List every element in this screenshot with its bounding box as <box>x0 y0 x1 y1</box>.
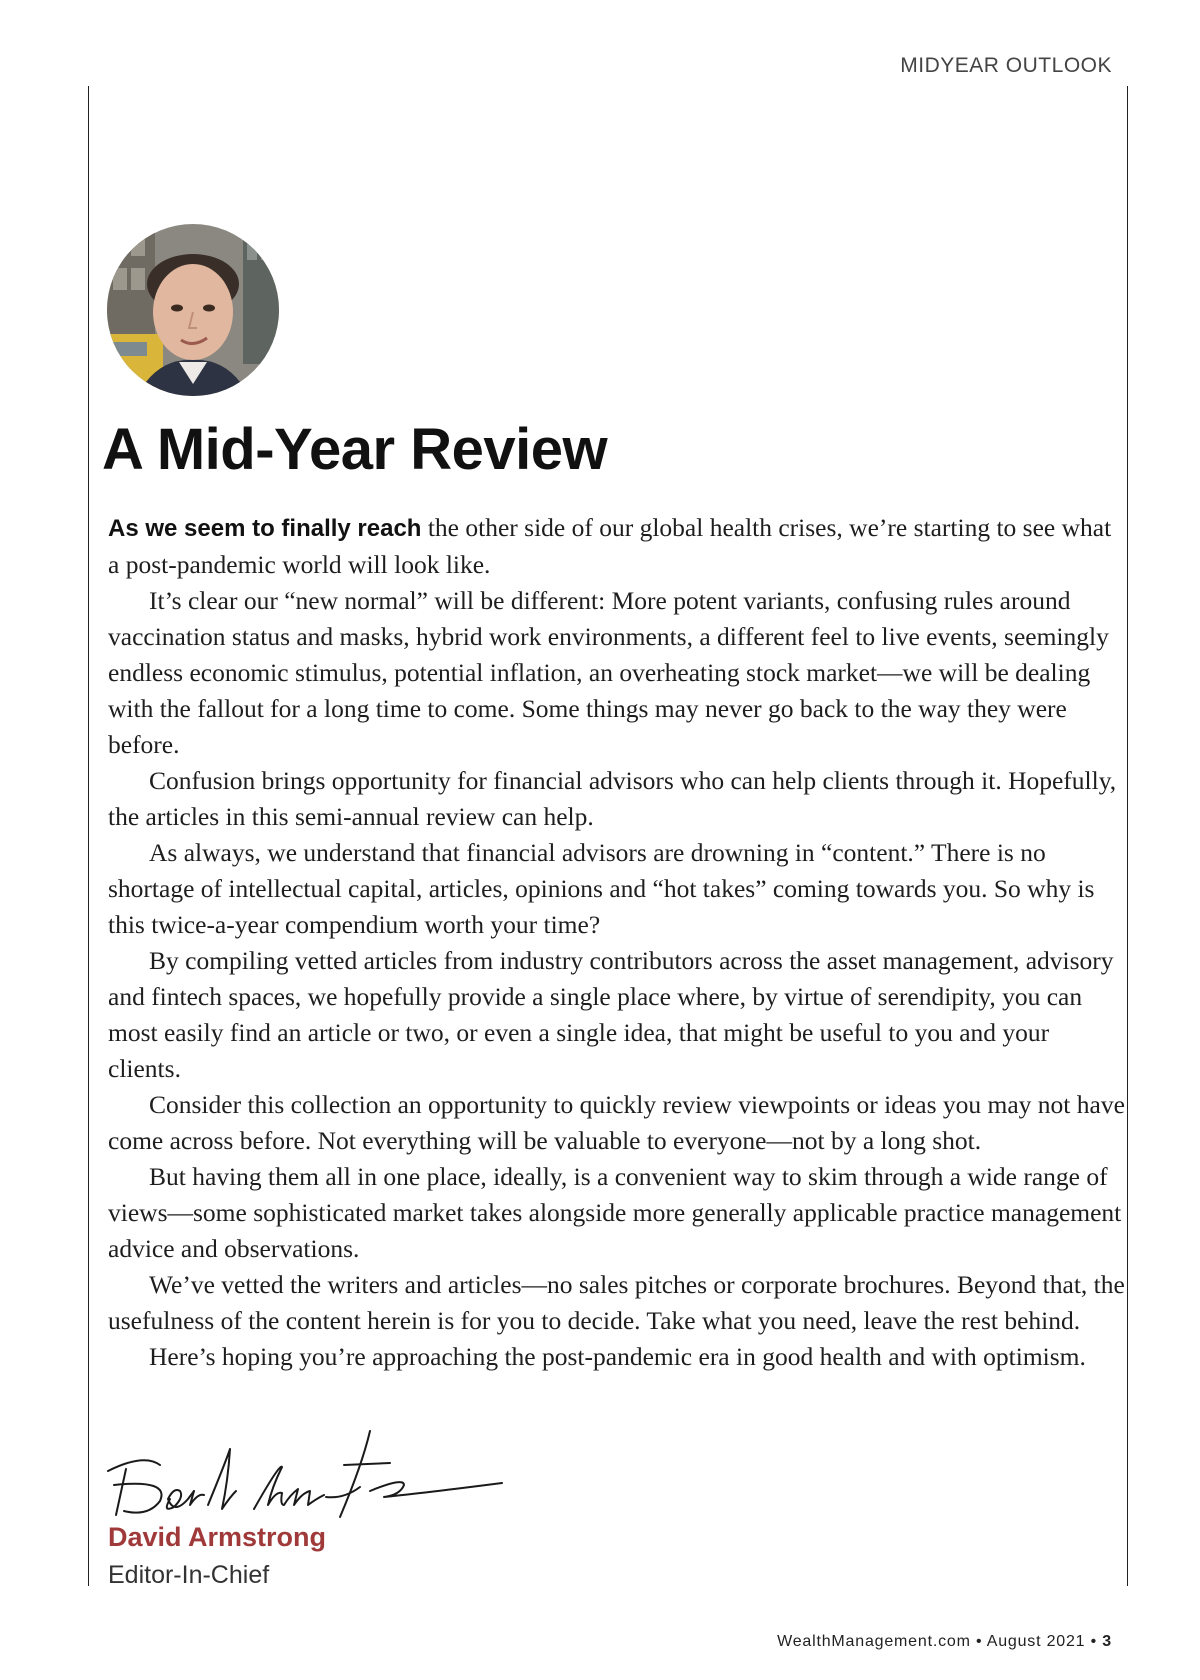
footer-site: WealthManagement.com <box>777 1633 971 1650</box>
left-rule <box>88 86 89 1586</box>
paragraph: Here’s hoping you’re approaching the post-pandemic era in good health and with optimism. <box>149 1342 1086 1371</box>
paragraph <box>108 510 1128 583</box>
section-label: MIDYEAR OUTLOOK <box>900 54 1112 77</box>
paragraph: As always, we understand that financial advisors are drowning in “content.” There is no shortage of intellectual capital, articles, opinions and “hot takes” coming towards you. So why is this twice-a-year compendium worth your time? <box>108 838 1095 939</box>
paragraph: But having them all in one place, ideally, is a convenient way to skim through a wide range of views—some sophisticated market takes alongside more generally applicable practice management advice and observations. <box>108 1162 1122 1263</box>
article-title: A Mid-Year Review <box>102 417 608 482</box>
paragraph: By compiling vetted articles from industry contributors across the asset management, advisory and fintech spaces, we hopefully provide a single place where, by virtue of serendipity, you can most easily find an article or two, or even a single idea, that might be useful to you and your clients. <box>108 946 1114 1083</box>
page-footer <box>777 1633 1112 1651</box>
footer-date: August 2021 <box>986 1633 1086 1650</box>
signature <box>104 1425 514 1525</box>
paragraph-text: the other side of our global health crises, we’re starting to see what a post-pandemic world will look like. <box>108 513 1112 579</box>
author-name: David Armstrong <box>108 1522 327 1552</box>
article-body <box>108 510 1128 1375</box>
paragraph: Consider this collection an opportunity to quickly review viewpoints or ideas you may not have come across before. Not everything will be valuable to everyone—not by a long shot. <box>108 1090 1125 1155</box>
author-photo <box>107 224 279 396</box>
paragraph: It’s clear our “new normal” will be different: More potent variants, confusing rules around vaccination status and masks, hybrid work environments, a different feel to live events, seemingly endless economic stimulus, potential inflation, an overheating stock market—we will be dealing with the fallout for a long time to come. Some things may never go back to the way they were before. <box>108 586 1109 759</box>
lead-in: As we seem to finally reach <box>108 515 422 542</box>
footer-separator: • <box>1090 1633 1098 1650</box>
footer-separator: • <box>975 1633 983 1650</box>
paragraph: We’ve vetted the writers and articles—no sales pitches or corporate brochures. Beyond that, the usefulness of the content herein is for you to decide. Take what you need, leave the rest behind. <box>108 1270 1125 1335</box>
author-role: Editor-In-Chief <box>108 1561 270 1589</box>
paragraph: Confusion brings opportunity for financial advisors who can help clients through it. Hopefully, the articles in this semi-annual review can help. <box>108 766 1117 831</box>
page-number: 3 <box>1102 1633 1112 1650</box>
